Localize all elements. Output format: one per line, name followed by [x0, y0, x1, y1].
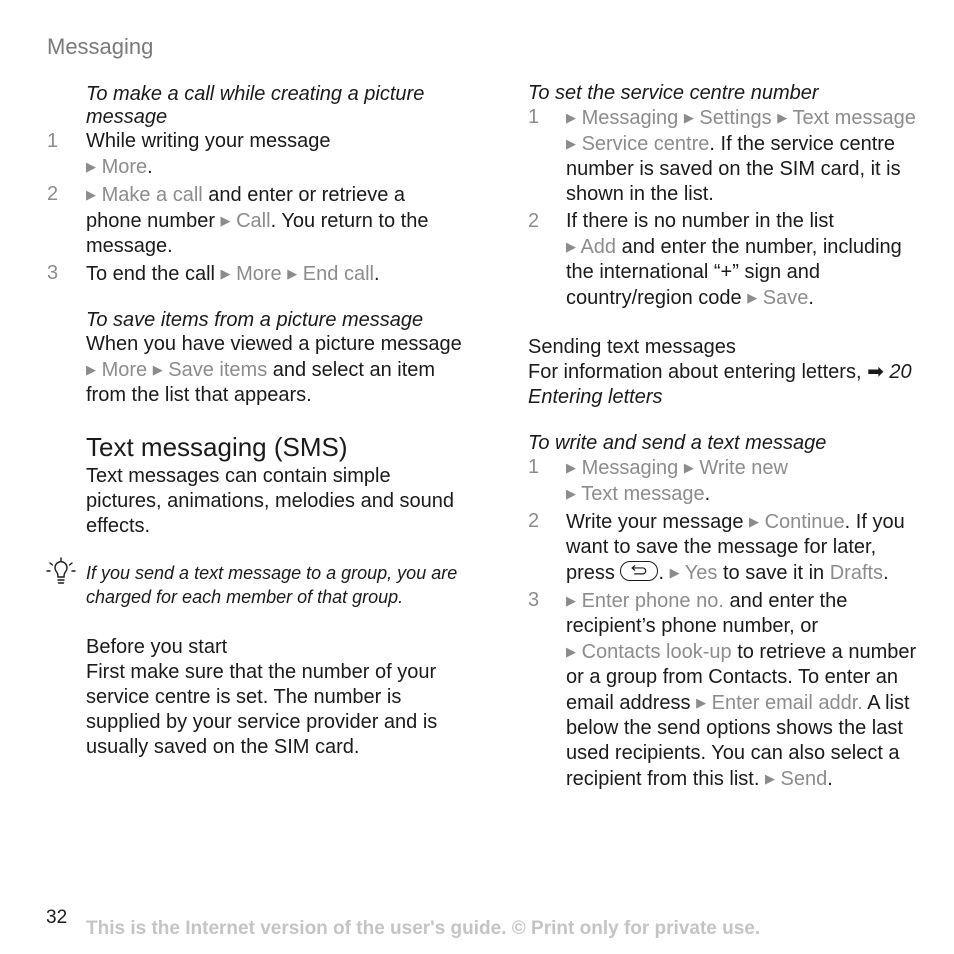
step-punct: . [883, 562, 889, 584]
menu-messaging: Messaging [581, 457, 679, 479]
step-text: If there is no number in the list [566, 210, 834, 232]
before-heading: Before you start [86, 636, 228, 658]
reference-arrow-icon: ➡ [867, 361, 884, 383]
step-punct: . [827, 768, 833, 790]
list-item [528, 455, 918, 507]
step-text: To end the call [86, 263, 221, 285]
menu-arrow-icon: ▶ [152, 362, 163, 377]
menu-arrow-icon: ▶ [86, 362, 96, 377]
cross-reference: 20 Entering letters [528, 361, 912, 408]
step-text: A list below the send options shows the last used recipients. You can also select a recipient from this list. [566, 692, 910, 790]
page-number: 32 [46, 907, 68, 928]
menu-yes: Yes [684, 562, 718, 584]
back-arrow-icon [621, 562, 656, 579]
menu-text-message: Text message [792, 107, 916, 129]
menu-save-items: Save items [168, 359, 268, 381]
step-punct: . [147, 156, 153, 178]
menu-more: More [236, 263, 282, 285]
menu-arrow-icon: ▶ [566, 593, 576, 608]
menu-arrow-icon: ▶ [86, 159, 96, 174]
menu-end-call: End call [302, 263, 374, 285]
list-item [47, 182, 466, 259]
menu-more: More [101, 359, 148, 381]
step-text: . If the service centre number is saved on the SIM card, it is shown in the list. [566, 133, 901, 205]
left-column [47, 83, 466, 760]
step-punct: . [704, 483, 711, 505]
sending-heading: Sending text messages [528, 336, 736, 358]
menu-arrow-icon: ▶ [683, 110, 694, 125]
menu-more: More [101, 156, 148, 178]
menu-enter-phone-no: Enter phone no. [581, 590, 724, 612]
call-heading: To make a call while creating a picture message [86, 83, 425, 128]
para-text: For information about entering letters, [528, 361, 862, 383]
step-number: 2 [528, 210, 540, 232]
step-number: 1 [528, 456, 540, 478]
right-column [528, 82, 918, 794]
service-centre-heading: To set the service centre number [528, 82, 819, 104]
menu-arrow-icon: ▶ [749, 514, 760, 529]
menu-arrow-icon: ▶ [696, 695, 707, 710]
footer-notice: This is the Internet version of the user's guide. © Print only for private use. [86, 918, 761, 939]
menu-write-new: Write new [699, 457, 788, 479]
call-steps [47, 129, 466, 287]
menu-arrow-icon: ▶ [287, 266, 298, 281]
para-text: and select an item from the list that appears. [86, 359, 436, 406]
menu-contacts-look-up: Contacts look-up [581, 641, 732, 663]
step-punct: . [658, 562, 670, 584]
list-item [528, 209, 918, 311]
menu-arrow-icon: ▶ [777, 110, 788, 125]
menu-drafts: Drafts [829, 562, 884, 584]
menu-arrow-icon: ▶ [683, 460, 694, 475]
menu-settings: Settings [699, 107, 772, 129]
menu-arrow-icon: ▶ [566, 486, 576, 501]
menu-arrow-icon: ▶ [220, 213, 231, 228]
back-key-icon [620, 561, 658, 581]
write-send-steps [528, 455, 918, 792]
menu-enter-email-addr: Enter email addr. [711, 692, 863, 714]
tip-note [86, 561, 466, 609]
save-items-heading: To save items from a picture message [86, 309, 424, 331]
menu-continue: Continue [764, 511, 845, 533]
menu-arrow-icon: ▶ [566, 644, 576, 659]
save-items-text [86, 332, 466, 408]
tip-text: If you send a text message to a group, you are charged for each member of that group. [86, 563, 458, 607]
step-number: 3 [528, 589, 540, 611]
step-text: to save it in [717, 562, 830, 584]
menu-arrow-icon: ▶ [566, 239, 576, 254]
service-centre-steps [528, 105, 918, 311]
menu-arrow-icon: ▶ [86, 187, 96, 202]
list-item [47, 129, 466, 180]
para-text: When you have viewed a picture message [86, 333, 462, 355]
menu-call: Call [236, 210, 271, 232]
menu-arrow-icon: ▶ [566, 110, 576, 125]
menu-arrow-icon: ▶ [747, 290, 758, 305]
step-number: 2 [47, 183, 59, 205]
sending-text [528, 360, 918, 410]
step-punct: . [808, 287, 814, 309]
step-number: 1 [528, 106, 540, 128]
step-punct: . [373, 263, 380, 285]
step-text: and enter the recipient’s phone number, or [566, 590, 848, 637]
menu-arrow-icon: ▶ [220, 266, 231, 281]
menu-arrow-icon: ▶ [566, 460, 576, 475]
step-number: 3 [47, 262, 59, 284]
menu-add: Add [580, 236, 617, 258]
menu-arrow-icon: ▶ [669, 565, 680, 580]
menu-messaging: Messaging [581, 107, 679, 129]
step-text: . If you want to save the message for later, press [566, 511, 905, 584]
menu-arrow-icon: ▶ [566, 136, 576, 151]
step-text: . You return to the message. [86, 210, 429, 257]
write-send-heading: To write and send a text message [528, 432, 827, 454]
menu-send: Send [780, 768, 828, 790]
section-title: Text messaging (SMS) [86, 432, 348, 462]
menu-save: Save [762, 287, 809, 309]
menu-service-centre: Service centre [581, 133, 710, 155]
menu-arrow-icon: ▶ [764, 771, 775, 786]
list-item [528, 509, 918, 586]
step-number: 2 [528, 510, 540, 532]
menu-make-a-call: Make a call [101, 184, 203, 206]
list-item [47, 261, 466, 287]
sms-intro: Text messages can contain simple pictures, animations, melodies and sound effects. [86, 465, 454, 537]
list-item [528, 588, 918, 792]
step-text: Write your message [566, 511, 750, 533]
step-text: While writing your message [86, 130, 331, 152]
menu-text-message: Text message [581, 483, 705, 505]
step-text: to retrieve a number or a group from Contacts. To enter an email address [566, 641, 917, 714]
lightbulb-icon [46, 557, 76, 591]
step-number: 1 [47, 130, 59, 152]
step-text: and enter the number, including the international “+” sign and country/region code [566, 236, 902, 309]
before-text: First make sure that the number of your service centre is set. The number is supplied by your service provider and is usually saved on the SIM card. [86, 661, 438, 758]
step-text: and enter or retrieve a phone number [86, 184, 406, 232]
running-header: Messaging [47, 34, 154, 59]
list-item [528, 105, 918, 207]
